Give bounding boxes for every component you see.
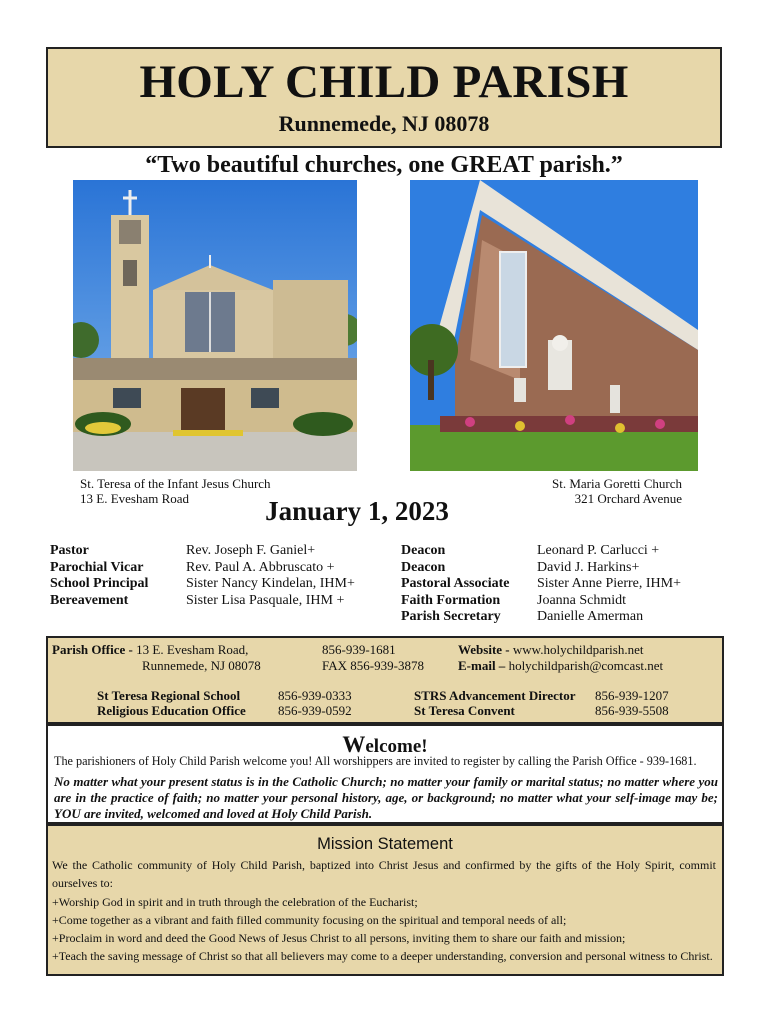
mission-title: Mission Statement	[317, 835, 453, 853]
mission-item: +Come together as a vibrant and faith filled community focusing on the spiritual and temporal needs of all;	[52, 912, 567, 927]
staff-name: Rev. Joseph F. Ganiel+	[186, 543, 316, 558]
website-label: Website -	[458, 642, 513, 657]
staff-name: Sister Anne Pierre, IHM+	[537, 576, 681, 591]
staff-row	[50, 543, 355, 560]
parish-office-label: Parish Office -	[52, 642, 137, 657]
email-link[interactable]: holychildparish@comcast.net	[508, 658, 664, 673]
staff-role: Pastoral Associate	[401, 576, 510, 591]
welcome-text: The parishioners of Holy Child Parish welcome you! All worshippers are invited to register by calling the Parish Office - 939-1681.	[54, 754, 697, 768]
staff-row	[401, 560, 681, 577]
contact-phone: 856-939-1207	[595, 688, 669, 703]
contact-info-panel	[46, 636, 724, 724]
mission-panel	[46, 824, 724, 976]
staff-role: Parish Secretary	[401, 609, 501, 624]
parish-office-address2: Runnemede, NJ 08078	[142, 658, 261, 673]
st-maria-goretti-address: 321 Orchard Avenue	[574, 491, 682, 506]
parish-office-phone: 856-939-1681	[322, 642, 396, 657]
staff-list-right	[401, 543, 681, 626]
parish-title: HOLY CHILD PARISH	[139, 56, 629, 108]
st-teresa-name: St. Teresa of the Infant Jesus Church	[80, 476, 271, 491]
mission-item: +Teach the saving message of Christ so that all believers may come to a deeper understanding, conversion and personal witness to Christ.	[52, 949, 713, 964]
mission-item: +Proclaim in word and deed the Good News of Jesus Christ to all persons, inviting them to share our faith and mission;	[52, 931, 626, 946]
staff-row	[401, 593, 681, 610]
mission-intro: We the Catholic community of Holy Child Parish, baptized into Christ Jesus and confirmed by the gifts of the Holy Spirit, commit ourselves to:	[52, 858, 716, 891]
contact-phone: 856-939-0592	[278, 703, 352, 718]
welcome-title-initial: W	[342, 732, 366, 757]
welcome-statement: No matter what your present status is in the Catholic Church; no matter your family or marital status; no matter where you are in the practice of faith; no matter your personal history, age, or background; no matter what your self-image may be; YOU are invited, welcomed and loved at Holy Child Parish.	[54, 774, 718, 821]
staff-name: Sister Lisa Pasquale, IHM +	[186, 592, 345, 608]
st-teresa-church-photo	[73, 180, 357, 471]
st-maria-goretti-church-photo	[410, 180, 698, 471]
staff-row	[50, 560, 355, 577]
st-maria-goretti-name: St. Maria Goretti Church	[552, 476, 682, 491]
staff-role: School Principal	[50, 576, 149, 591]
parish-office	[52, 642, 248, 658]
contact-label: St Teresa Regional School	[97, 688, 241, 703]
website-line	[458, 642, 643, 658]
mission-item: +Worship God in spirit and in truth through the celebration of the Eucharist;	[52, 894, 418, 909]
parish-office-address1: 13 E. Evesham Road,	[136, 642, 249, 657]
staff-row	[401, 576, 681, 593]
staff-role: Bereavement	[50, 592, 129, 608]
tagline: “Two beautiful churches, one GREAT parish.”	[145, 152, 623, 178]
staff-row	[50, 576, 355, 593]
staff-role: Deacon	[401, 543, 446, 558]
staff-name: David J. Harkins+	[537, 559, 640, 575]
parish-office-fax: FAX 856-939-3878	[322, 658, 424, 673]
staff-list-left	[50, 543, 355, 609]
contact-label: STRS Advancement Director	[414, 688, 576, 703]
contact-phone: 856-939-0333	[278, 688, 352, 703]
staff-role: Faith Formation	[401, 592, 501, 608]
parish-location: Runnemede, NJ 08078	[278, 111, 490, 136]
staff-name: Joanna Schmidt	[537, 592, 627, 608]
contact-label: St Teresa Convent	[414, 703, 515, 718]
staff-row	[401, 609, 681, 626]
staff-row	[401, 543, 681, 560]
email-label: E-mail –	[458, 658, 509, 673]
contact-phone: 856-939-5508	[595, 703, 669, 718]
contact-label: Religious Education Office	[97, 703, 246, 718]
staff-role: Pastor	[50, 543, 89, 558]
header-banner	[46, 47, 722, 148]
welcome-panel	[46, 724, 724, 824]
email-line	[458, 658, 663, 674]
staff-name: Rev. Paul A. Abbruscato +	[186, 559, 335, 575]
website-link[interactable]: www.holychildparish.net	[512, 642, 644, 657]
staff-name: Sister Nancy Kindelan, IHM+	[186, 576, 355, 591]
staff-role: Deacon	[401, 559, 446, 575]
staff-row	[50, 593, 355, 610]
welcome-title-rest: elcome!	[365, 736, 428, 757]
staff-name: Leonard P. Carlucci +	[537, 543, 660, 558]
staff-name: Danielle Amerman	[537, 609, 644, 624]
mission-body	[52, 856, 716, 966]
bulletin-date: January 1, 2023	[265, 496, 449, 526]
staff-role: Parochial Vicar	[50, 559, 144, 575]
st-teresa-address: 13 E. Evesham Road	[80, 491, 190, 506]
